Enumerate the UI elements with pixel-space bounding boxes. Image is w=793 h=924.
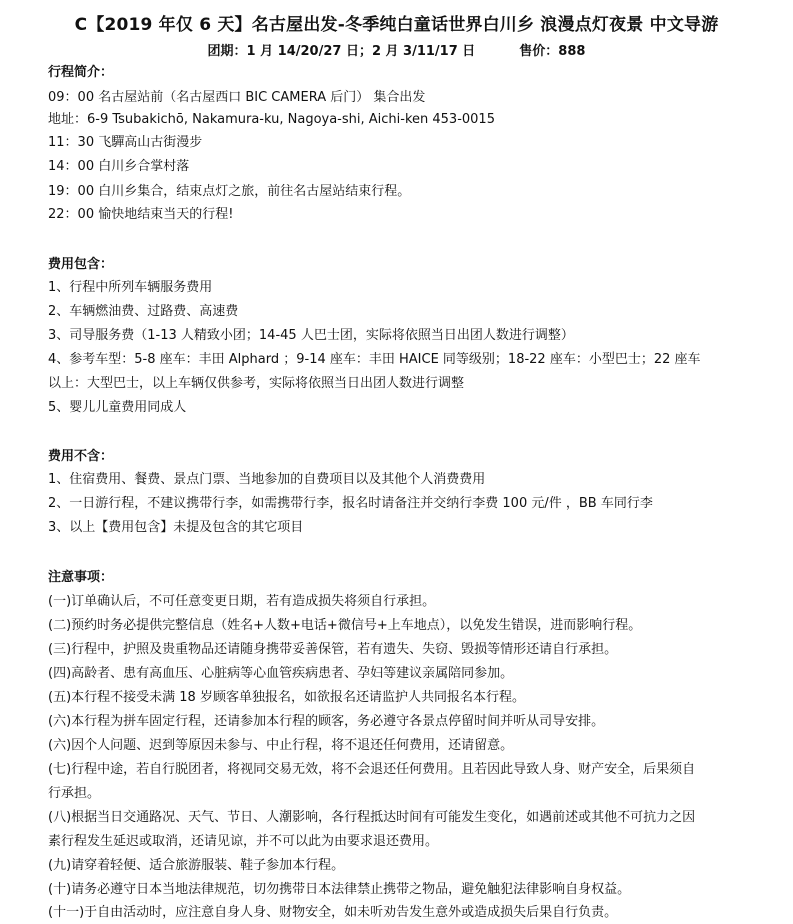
included-line: 2、车辆燃油费、过路费、高速费 [48, 304, 239, 319]
tour-dates-price [0, 40, 793, 59]
included-heading: 费用包含： [48, 257, 114, 272]
note-line: (九)请穿着轻便、适合旅游服装、鞋子参加本行程。 [48, 858, 345, 873]
itinerary-heading: 行程简介： [48, 65, 114, 80]
included-line: 3、司导服务费（1-13 人精致小团；14-45 人巴士团，实际将依照当日出团人数进行调整） [48, 328, 574, 343]
itinerary-line: 11：30 飞驒高山古街漫步 [48, 135, 203, 150]
excluded-line: 2、一日游行程，不建议携带行李，如需携带行李，报名时请备注并交纳行李费 100 元/件 ，BB 车同行李 [48, 496, 653, 511]
included-line: 4、参考车型：5-8 座车：丰田 Alphard ；9-14 座车：丰田 HAICE 同等级别；18-22 座车：小型巴士；22 座车 [48, 352, 701, 367]
note-line: (八)根据当日交通路况、天气、节日、人潮影响，各行程抵达时间有可能发生变化，如遇前述或其他不可抗力之因 [48, 810, 696, 825]
itinerary-line: 22：00 愉快地结束当天的行程! [48, 207, 234, 222]
note-line-continued: 素行程发生延迟或取消，还请见谅，并不可以此为由要求退还费用。 [48, 834, 439, 849]
excluded-line: 1、住宿费用、餐费、景点门票、当地参加的自费项目以及其他个人消费费用 [48, 472, 486, 487]
itinerary-line: 19：00 白川乡集合，结束点灯之旅，前往名古屋站结束行程。 [48, 184, 411, 199]
note-line: (十一)于自由活动时，应注意自身人身、财物安全，如未听劝告发生意外或造成损失后果自行负责。 [48, 905, 618, 920]
itinerary-line: 地址：6-9 Tsubakichō, Nakamura-ku, Nagoya-shi, Aichi-ken 453-0015 [48, 112, 495, 127]
included-line: 以上：大型巴士，以上车辆仅供参考，实际将依照当日出团人数进行调整 [48, 376, 465, 391]
note-line: (五)本行程不接受未满 18 岁顾客单独报名，如欲报名还请监护人共同报名本行程。 [48, 690, 525, 705]
note-line-continued: 行承担。 [48, 786, 101, 801]
excluded-heading: 费用不含： [48, 449, 114, 464]
note-line: (四)高龄者、患有高血压、心脏病等心血管疾病患者、孕妇等建议亲属陪同参加。 [48, 666, 514, 681]
document-title: C【2019 年仅 6 天】名古屋出发-冬季纯白童话世界白川乡 浪漫点灯夜景 中文导游 [74, 15, 719, 35]
included-line: 5、婴儿儿童费用同成人 [48, 400, 187, 415]
tour-dates: 团期：1 月 14/20/27 日；2 月 3/11/17 日 [207, 44, 476, 59]
itinerary-line: 09：00 名古屋站前（名古屋西口 BIC CAMERA 后门） 集合出发 [48, 90, 426, 105]
tour-price: 售价：888 [519, 44, 586, 59]
note-line: (三)行程中，护照及贵重物品还请随身携带妥善保管，若有遗失、失窃、毁损等情形还请自行承担。 [48, 642, 618, 657]
note-line: (一)订单确认后，不可任意变更日期，若有造成损失将须自行承担。 [48, 594, 436, 609]
included-line: 1、行程中所列车辆服务费用 [48, 280, 213, 295]
note-line: (六)本行程为拼车固定行程，还请参加本行程的顾客，务必遵守各景点停留时间并听从司导安排。 [48, 714, 605, 729]
note-line: (十)请务必遵守日本当地法律规范，切勿携带日本法律禁止携带之物品，避免触犯法律影响自身权益。 [48, 882, 631, 897]
note-line: (二)预约时务必提供完整信息（姓名+人数+电话+微信号+上车地点），以免发生错误，进而影响行程。 [48, 618, 642, 633]
note-line: (七)行程中途，若自行脱团者，将视同交易无效，将不会退还任何费用。且若因此导致人身、财产安全，后果须自 [48, 762, 696, 777]
excluded-line: 3、以上【费用包含】未提及包含的其它项目 [48, 520, 304, 535]
notes-heading: 注意事项： [48, 570, 114, 585]
note-line: (六)因个人问题、迟到等原因未参与、中止行程，将不退还任何费用，还请留意。 [48, 738, 514, 753]
itinerary-line: 14：00 白川乡合掌村落 [48, 159, 190, 174]
